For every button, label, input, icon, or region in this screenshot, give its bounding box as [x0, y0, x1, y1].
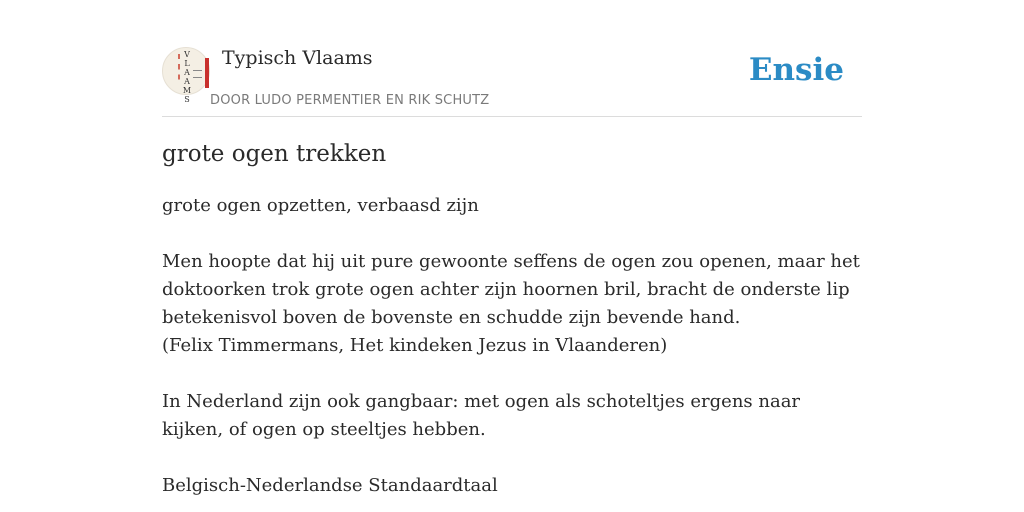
entry-note: In Nederland zijn ook gangbaar: met ogen als schoteltjes ergens naar kijken, of ogen op steeltjes hebben. [162, 391, 801, 440]
header [162, 0, 862, 117]
brand-logo[interactable]: Ensie [748, 52, 844, 88]
entry-quote: Men hoopte dat hij uit pure gewoonte seffens de ogen zou openen, maar het doktoorken trok grote ogen achter zijn hoornen bril, bracht de onderste lip betekenisvol boven de bovenste en schudde zijn bevende hand. [162, 251, 860, 328]
entry-definition: grote ogen opzetten, verbaasd zijn [162, 195, 479, 216]
entry-title: grote ogen trekken [162, 141, 387, 167]
author-byline: DOOR LUDO PERMENTIER EN RIK SCHUTZ [210, 93, 490, 108]
blog-avatar[interactable] [162, 47, 210, 104]
page-content [162, 0, 862, 512]
entry-category[interactable]: Belgisch-Nederlandse Standaardtaal [162, 475, 498, 496]
avatar-decoration-lines [193, 70, 202, 78]
quote-source: (Felix Timmermans, Het kindeken Jezus in Vlaanderen) [162, 335, 668, 356]
avatar-accent-bar [205, 58, 209, 88]
blog-title[interactable]: Typisch Vlaams [222, 47, 373, 69]
avatar-letters: V L A A M S [182, 50, 192, 104]
avatar-decoration [178, 54, 180, 88]
